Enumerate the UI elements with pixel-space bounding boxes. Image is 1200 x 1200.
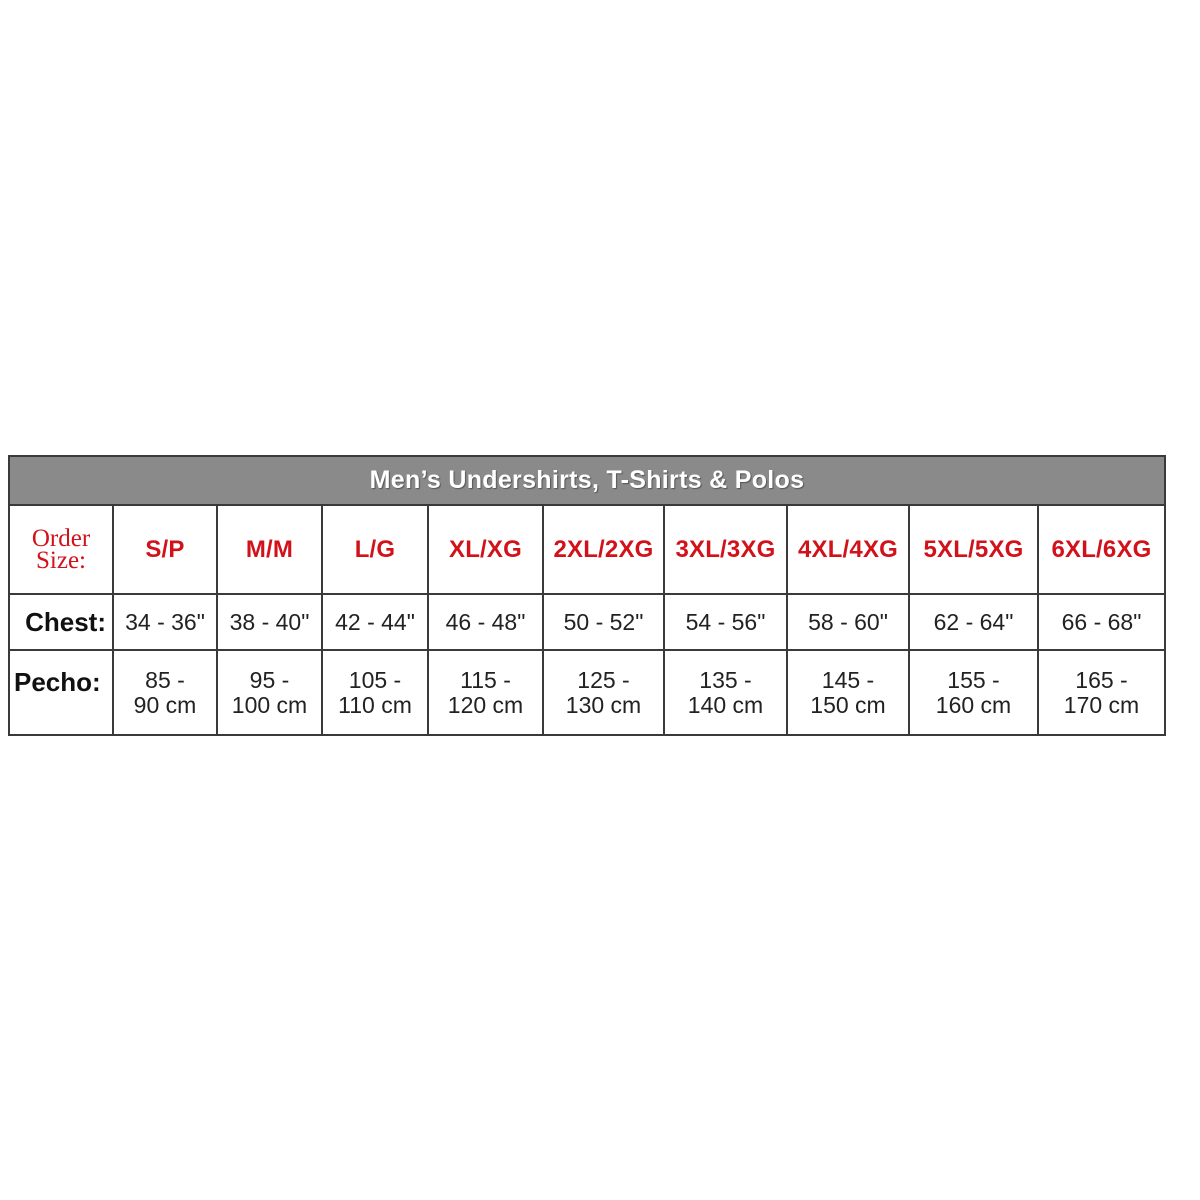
pecho-value bbox=[113, 650, 217, 734]
pecho-value-line2: 170 cm bbox=[1063, 691, 1140, 718]
pecho-value-line1: 145 - bbox=[821, 666, 875, 693]
size-cell: 4XL/4XG bbox=[787, 506, 909, 594]
size-chart bbox=[8, 455, 1166, 736]
size-cell: 6XL/6XG bbox=[1038, 506, 1164, 594]
order-size-label-line2: Size: bbox=[36, 546, 86, 574]
pecho-value bbox=[428, 650, 543, 734]
pecho-value bbox=[909, 650, 1038, 734]
size-cell: 3XL/3XG bbox=[664, 506, 787, 594]
pecho-value bbox=[322, 650, 428, 734]
chest-value: 34 - 36" bbox=[113, 594, 217, 650]
pecho-value-line1: 155 - bbox=[947, 666, 1000, 693]
chest-value: 66 - 68" bbox=[1038, 594, 1164, 650]
size-cell: XL/XG bbox=[428, 506, 543, 594]
chest-value: 58 - 60" bbox=[787, 594, 909, 650]
pecho-value-line1: 85 - bbox=[145, 666, 185, 693]
pecho-value-line1: 115 - bbox=[460, 666, 511, 693]
pecho-value-line1: 135 - bbox=[699, 666, 752, 693]
chest-value: 50 - 52" bbox=[543, 594, 664, 650]
chest-value: 54 - 56" bbox=[664, 594, 787, 650]
order-size-label bbox=[10, 506, 113, 594]
pecho-value bbox=[787, 650, 909, 734]
size-cell: 5XL/5XG bbox=[909, 506, 1038, 594]
pecho-value bbox=[1038, 650, 1164, 734]
chest-row bbox=[10, 594, 1164, 650]
pecho-value-line1: 125 - bbox=[577, 666, 630, 693]
pecho-value bbox=[664, 650, 787, 734]
size-cell: S/P bbox=[113, 506, 217, 594]
size-cell: M/M bbox=[217, 506, 322, 594]
chest-value: 46 - 48" bbox=[428, 594, 543, 650]
chest-value: 42 - 44" bbox=[322, 594, 428, 650]
size-table bbox=[10, 506, 1164, 734]
pecho-value-line2: 110 cm bbox=[338, 691, 412, 718]
pecho-value-line2: 120 cm bbox=[447, 691, 524, 718]
chest-value: 38 - 40" bbox=[217, 594, 322, 650]
order-size-row bbox=[10, 506, 1164, 594]
chest-label: Chest: bbox=[10, 594, 113, 650]
pecho-value-line1: 95 - bbox=[249, 666, 290, 693]
pecho-value-line2: 160 cm bbox=[935, 691, 1012, 718]
pecho-value-line2: 140 cm bbox=[687, 691, 764, 718]
pecho-value-line1: 105 - bbox=[348, 666, 402, 693]
chest-value: 62 - 64" bbox=[909, 594, 1038, 650]
order-size-label-line1: Order bbox=[31, 524, 91, 552]
pecho-value-line2: 90 cm bbox=[133, 691, 197, 718]
chart-title: Men’s Undershirts, T-Shirts & Polos bbox=[10, 457, 1164, 506]
pecho-value-line2: 130 cm bbox=[565, 691, 642, 718]
pecho-value-line2: 150 cm bbox=[810, 691, 886, 718]
pecho-label: Pecho: bbox=[10, 650, 113, 734]
pecho-value-line1: 165 - bbox=[1075, 666, 1128, 693]
pecho-value bbox=[543, 650, 664, 734]
pecho-value bbox=[217, 650, 322, 734]
size-cell: 2XL/2XG bbox=[543, 506, 664, 594]
pecho-row bbox=[10, 650, 1164, 734]
pecho-value-line2: 100 cm bbox=[231, 691, 308, 718]
size-cell: L/G bbox=[322, 506, 428, 594]
